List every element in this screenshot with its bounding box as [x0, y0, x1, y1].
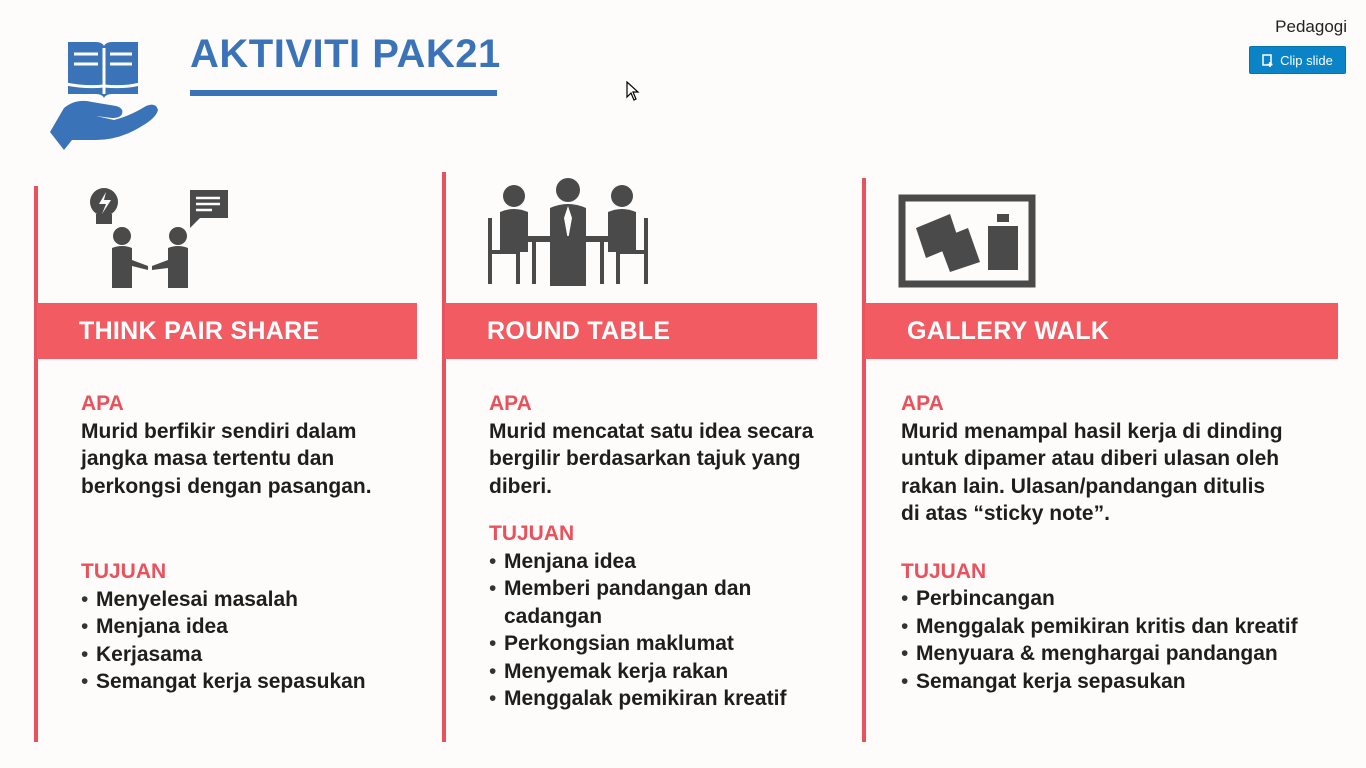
column-divider-2 — [442, 172, 446, 742]
think-pair-share-content — [81, 390, 421, 696]
list-item: • Menggalak pemikiran kritis dan kreatif — [901, 613, 1301, 641]
tujuan-heading: TUJUAN — [901, 559, 987, 583]
list-item: • Menyuara & menghargai pandangan — [901, 640, 1301, 668]
list-item: • Semangat kerja sepasukan — [81, 668, 421, 696]
tujuan-heading: TUJUAN — [81, 560, 167, 583]
apa-description: Murid berfikir sendiri dalam jangka masa tertentu dan berkongsi dengan pasangan. — [81, 419, 372, 498]
title-underline — [190, 90, 497, 96]
think-pair-share-icon — [84, 184, 232, 288]
list-item: • Menyemak kerja rakan — [489, 658, 789, 686]
list-item: • Perkongsian maklumat — [489, 630, 789, 658]
round-table-content — [489, 390, 849, 713]
tujuan-list — [489, 548, 789, 713]
list-item: • Menggalak pemikiran kreatif — [489, 685, 789, 713]
think-pair-share-header: THINK PAIR SHARE — [37, 303, 417, 359]
clip-slide-label: Clip slide — [1280, 52, 1333, 68]
clip-slide-button[interactable] — [1249, 46, 1346, 74]
round-table-meeting-icon — [488, 178, 648, 286]
tujuan-list — [81, 586, 421, 696]
list-item: • Menjana idea — [81, 613, 421, 641]
hand-holding-book-icon — [46, 36, 162, 152]
column-divider-1 — [34, 186, 38, 742]
apa-heading: APA — [489, 392, 532, 415]
apa-description: Murid mencatat satu idea secara bergilir berdasarkan tajuk yang diberi. — [489, 419, 814, 498]
list-item: • Semangat kerja sepasukan — [901, 668, 1301, 696]
list-item: • Memberi pandangan dan cadangan — [489, 575, 789, 630]
apa-description: Murid menampal hasil kerja di dinding untuk dipamer atau diberi ulasan oleh rakan lain. Ulasan/pandangan ditulis di atas “sticky note”. — [901, 419, 1283, 525]
apa-heading: APA — [81, 392, 124, 415]
gallery-board-icon — [898, 194, 1036, 288]
list-item: • Menjana idea — [489, 548, 789, 576]
list-item: • Kerjasama — [81, 641, 421, 669]
list-item: • Menyelesai masalah — [81, 586, 421, 614]
gallery-walk-header: GALLERY WALK — [865, 303, 1338, 359]
tujuan-heading: TUJUAN — [489, 522, 575, 545]
apa-heading: APA — [901, 392, 944, 415]
slide-title: AKTIVITI PAK21 — [190, 32, 501, 76]
brand-label: Pedagogi — [1275, 17, 1347, 36]
mouse-pointer-icon — [626, 81, 640, 101]
tujuan-list — [901, 585, 1301, 695]
clip-icon — [1262, 54, 1275, 67]
round-table-header: ROUND TABLE — [445, 303, 817, 359]
gallery-walk-content — [901, 390, 1341, 695]
list-item: • Perbincangan — [901, 585, 1301, 613]
column-divider-3 — [862, 178, 866, 742]
